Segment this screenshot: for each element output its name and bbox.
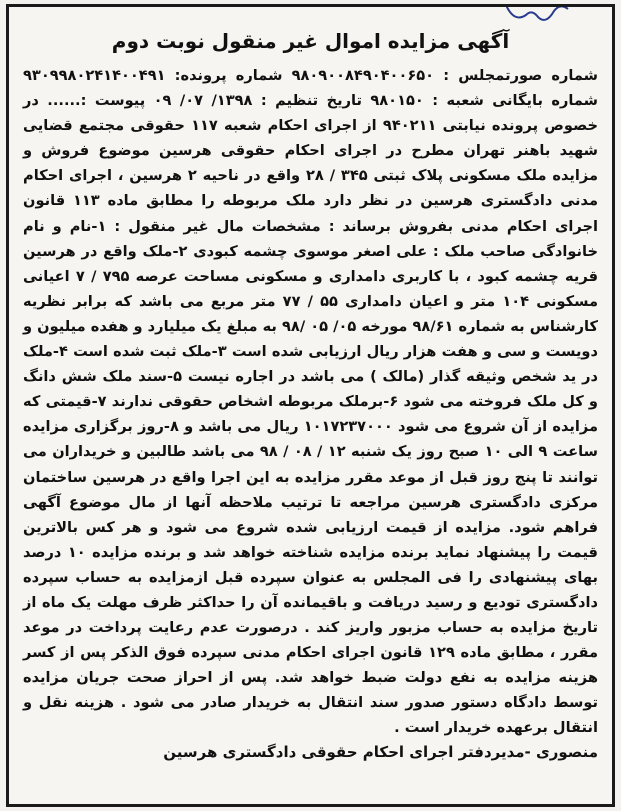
- notice-paragraph: شماره صورتمجلس : ۹۸۰۹۰۰۸۴۹۰۴۰۰۶۵۰ شماره پرونده: ۹۳۰۹۹۸۰۲۴۱۴۰۰۴۹۱ شماره بایگانی شعبه : ۹۸۰۱۵۰ تاریخ تنظیم : ۱۳۹۸/ ۰۷/ ۰۹ پیوست :...... در خصوص پرونده نیابتی ۹۴۰۲۱۱ از اجرای احکام شعبه ۱۱۷ حقوقی مجتمع قضایی شهید باهنر تهران مطرح در اجرای احکام حقوقی هرسین موضوع فروش و مزایده ملک مسکونی پلاک ثبتی ۳۴۵ / ۲۸ واقع در ناحیه ۲ هرسین ، اجرای احکام مدنی دادگستری هرسین در نظر دارد ملک مربوطه را مطابق ماده ۱۱۳ قانون اجرای احکام مدنی بفروش برساند : مشخصات مال غیر منقول : ۱-نام و نام خانوادگی صاحب ملک : علی اصغر موسوی چشمه کبودی ۲-ملک واقع در هرسین قریه چشمه کبود ، با کاربری دامداری و مسکونی مساحت عرصه ۷۹۵ / ۷ اعیانی مسکونی ۱۰۴ متر و اعیان دامداری ۵۵ / ۷۷ متر مربع می باشد که برابر نظریه کارشناس به شماره ۹۸/۶۱ مورخه ۰۵/ ۰۵ /۹۸ به مبلغ یک میلیارد و هفده میلیون و دویست و سی و هفت هزار ریال ارزیابی شده است ۳-ملک ثبت شده است ۴-ملک در ید شخص وثیقه گذار (مالک ) می باشد در اجاره نیست ۵-سند ملک شش دانگ و کل ملک فروخته می شود ۶-برملک مربوطه اشخاص حقوقی ندارند ۷-قیمتی که مزایده از آن شروع می شود ۱۰۱۷۲۳۷۰۰۰ ریال می باشد و ۸-روز برگزاری مزایده ساعت ۹ الی ۱۰ صبح روز یک شنبه ۱۲ / ۰۸ / ۹۸ می باشد طالبین و خریداران می توانند تا پنج روز قبل از موعد مقرر مزایده به این اجرا واقع در هرسین ساختمان مرکزی دادگستری هرسین مراجعه تا ترتیب ملاحظه آنها از مال موضوع آگهی فراهم شود. مزایده از قیمت ارزیابی شده شروع می شود و هر کس بالاترین قیمت را پیشنهاد نماید برنده مزایده شناخته خواهد شد و برنده مزایده ۱۰ درصد بهای پیشنهادی را فی المجلس به عنوان سپرده قبل ازمزایده به حساب سپرده دادگستری تودیع و رسید دریافت و باقیمانده آن را حداکثر ظرف مهلت یک ماه از تاریخ مزایده به حساب مزبور واریز کند . درصورت عدم رعایت پرداخت در موعد مقرر ، مطابق ماده ۱۲۹ قانون اجرای احکام مدنی سپرده فوق الذکر پس از کسر هزینه مزایده به نفع دولت ضبط خواهد شد. پس از احراز صحت جریان مزایده توسط دادگاه دستور صدور سند انتقال به خریدار صادر می شود . هزینه نقل و انتقال برعهده خریدار است .: [23, 67, 599, 737]
- notice-page: [6, 4, 615, 807]
- notice-body: [9, 63, 612, 741]
- notice-title: آگهی مزایده اموال غیر منقول نوبت دوم: [111, 29, 510, 53]
- handwritten-mark-icon: [502, 4, 572, 27]
- notice-signature: منصوری -مدیردفتر اجرای احکام حقوقی دادگستری هرسین: [163, 742, 598, 761]
